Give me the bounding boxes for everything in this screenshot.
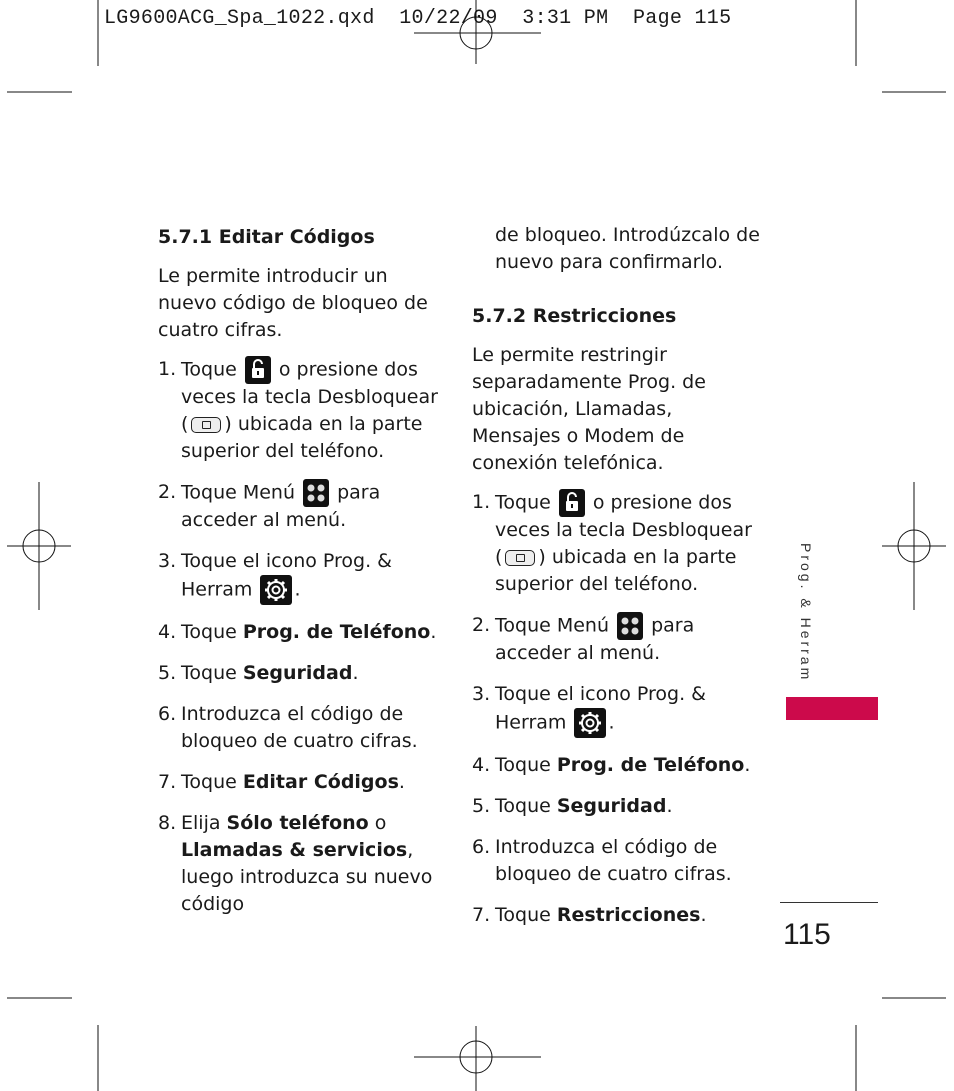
step-number: 5. [158, 662, 177, 684]
step-bold-text: Prog. de Teléfono [242, 621, 431, 643]
step-text: Introduzca el código de bloqueo de cuatro cifras. [495, 836, 732, 885]
step-text: o presione dos veces la tecla Desbloquear ( [495, 491, 752, 568]
step-number: 6. [158, 703, 177, 725]
step-item [158, 660, 443, 687]
step-item [472, 681, 762, 738]
menu-grid-icon [303, 479, 329, 507]
unlock-key-icon [191, 417, 221, 433]
step-text: Introduzca el código de bloqueo de cuatro cifras. [181, 703, 418, 752]
step-number: 3. [158, 550, 177, 572]
step-text: Toque [495, 795, 557, 817]
step-text: Toque Menú [181, 481, 295, 504]
step-bold-text: Editar Códigos [242, 771, 399, 793]
step-text: . [352, 662, 359, 684]
step-bold-text: Sólo teléfono [226, 812, 369, 834]
step-text: o presione dos veces la tecla Desbloquear ( [181, 358, 438, 435]
page-number-rule [780, 902, 878, 903]
step-text: para acceder al menú. [181, 481, 381, 531]
step-item [158, 810, 443, 918]
step-text: Toque [181, 662, 243, 684]
step-number: 2. [158, 481, 177, 503]
step-item [472, 902, 762, 929]
section-intro: Le permite introducir un nuevo código de bloqueo de cuatro cifras. [158, 265, 428, 341]
step-text: o [368, 812, 387, 834]
print-slug: LG9600ACG_Spa_1022.qxd 10/22/09 3:31 PM Page 115 [104, 7, 732, 30]
menu-grid-icon [617, 612, 643, 640]
step-bold-text: Restricciones [556, 904, 701, 926]
continuation-text: de bloqueo. Introdúzcalo de nuevo para confirmarlo. [495, 224, 760, 273]
settings-gear-icon [260, 575, 292, 605]
step-text: Toque [181, 621, 243, 643]
unlock-icon [559, 489, 585, 517]
step-text: . [398, 771, 405, 793]
step-text: para acceder al menú. [495, 614, 695, 664]
settings-gear-icon [574, 708, 606, 738]
section-intro: Le permite restringir separadamente Prog. de ubicación, Llamadas, Mensajes o Modem de conexión telefónica. [472, 344, 706, 474]
left-column [158, 224, 443, 932]
step-item [472, 834, 762, 888]
step-text: ) ubicada en la parte superior del teléfono. [495, 546, 737, 595]
step-item [158, 479, 443, 534]
step-number: 4. [472, 754, 491, 776]
step-number: 1. [158, 358, 177, 380]
step-text: Toque [495, 491, 551, 514]
step-number: 6. [472, 836, 491, 858]
step-number: 7. [472, 904, 491, 926]
step-text: Toque [495, 754, 557, 776]
step-text: Toque Menú [495, 614, 609, 637]
step-text: Toque el icono Prog. & Herram [495, 683, 706, 734]
step-text: Toque el icono Prog. & Herram [181, 550, 392, 601]
step-number: 5. [472, 795, 491, 817]
step-text: . [744, 754, 751, 776]
right-column [472, 222, 762, 943]
step-item [472, 612, 762, 667]
step-item [472, 752, 762, 779]
section-side-label: Prog. & Herram [798, 543, 814, 683]
step-number: 7. [158, 771, 177, 793]
step-text: , luego introduzca su nuevo código [181, 839, 433, 915]
page-number: 115 [783, 918, 831, 951]
step-number: 2. [472, 614, 491, 636]
step-item [158, 356, 443, 465]
step-number: 8. [158, 812, 177, 834]
step-item [158, 701, 443, 755]
step-text: ) ubicada en la parte superior del teléfono. [181, 413, 423, 462]
step-number: 1. [472, 491, 491, 513]
unlock-icon [245, 356, 271, 384]
step-number: 4. [158, 621, 177, 643]
step-item [472, 793, 762, 820]
section-tab-marker [786, 697, 878, 720]
step-text: . [608, 711, 615, 734]
step-item [158, 769, 443, 796]
step-bold-text: Prog. de Teléfono [556, 754, 745, 776]
section-heading: 5.7.2 Restricciones [472, 305, 677, 327]
step-text: . [430, 621, 437, 643]
step-bold-text: Llamadas & servicios [181, 839, 408, 861]
step-text: Toque [181, 358, 237, 381]
step-item [158, 548, 443, 605]
step-number: 3. [472, 683, 491, 705]
step-text: . [666, 795, 673, 817]
step-text: . [294, 578, 301, 601]
step-text: Elija [181, 812, 227, 834]
step-text: Toque [495, 904, 557, 926]
step-text: Toque [181, 771, 243, 793]
section-heading: 5.7.1 Editar Códigos [158, 226, 375, 248]
step-item [158, 619, 443, 646]
step-item [472, 489, 762, 598]
step-text: . [700, 904, 707, 926]
step-bold-text: Seguridad [242, 662, 353, 684]
unlock-key-icon [505, 550, 535, 566]
step-bold-text: Seguridad [556, 795, 667, 817]
